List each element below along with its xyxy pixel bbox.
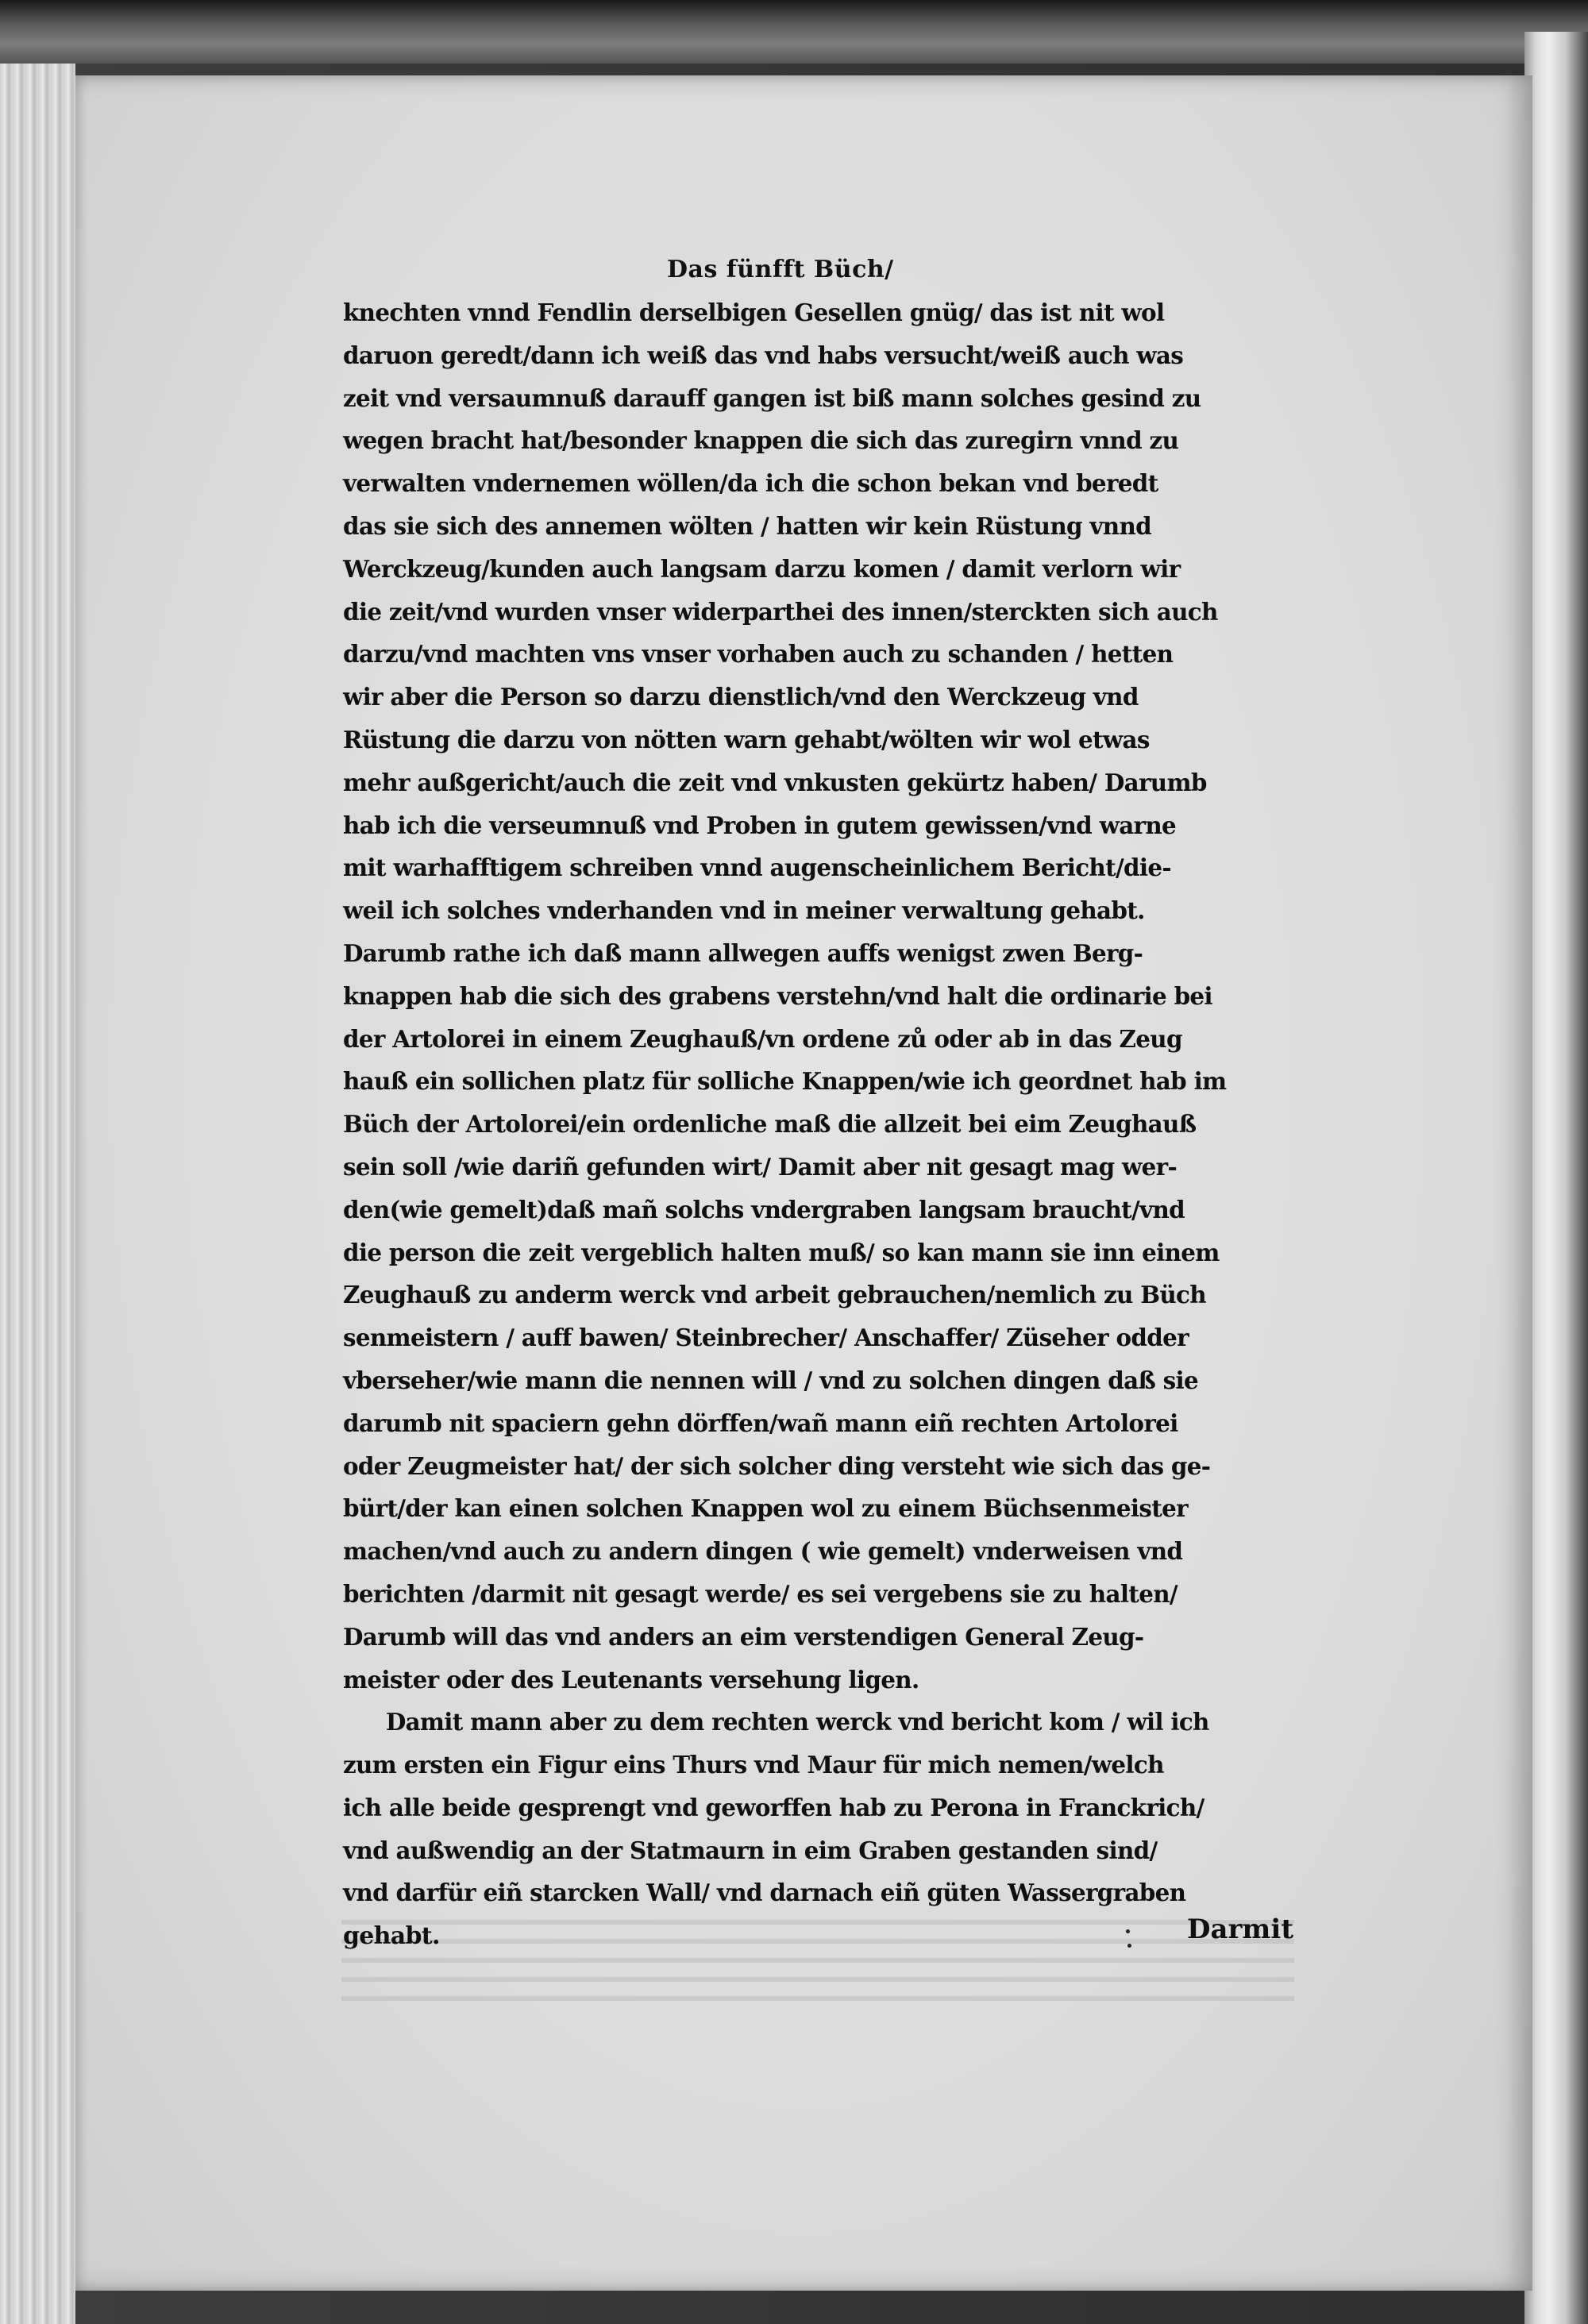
text-line: meister oder des Leutenants versehung ligen. [343, 1666, 919, 1694]
text-line: senmeistern / auff bawen/ Steinbrecher/ Anschaffer/ Züseher odder [343, 1324, 1189, 1353]
text-line: die zeit/vnd wurden vnser widerparthei des innen/sterckten sich auch [343, 598, 1218, 626]
running-head: Das fünfft Büch/ [667, 256, 894, 283]
text-line: verwalten vndernemen wöllen/da ich die schon bekan vnd beredt [343, 470, 1158, 499]
page-stack-left [0, 64, 75, 2324]
text-line: Büch der Artolorei/ein ordenliche maß die allzeit bei eim Zeughauß [343, 1111, 1197, 1139]
text-line: vnd außwendig an der Statmaurn in eim Graben gestanden sind/ [343, 1836, 1158, 1865]
text-line: zeit vnd versaumnuß darauff gangen ist biß mann solches gesind zu [343, 384, 1201, 413]
text-line: sein soll /wie dariñ gefunden wirt/ Damit aber nit gesagt mag wer- [343, 1153, 1177, 1181]
body-text [343, 292, 1312, 1958]
text-line: zum ersten ein Figur eins Thurs vnd Maur für mich nemen/welch [343, 1752, 1164, 1780]
text-line: Rüstung die darzu von nötten warn gehabt/wölten wir wol etwas [343, 726, 1150, 754]
text-line: bürt/der kan einen solchen Knappen wol zu einem Büchsenmeister [343, 1495, 1188, 1524]
text-line: den(wie gemelt)daß mañ solchs vndergraben langsam braucht/vnd [343, 1196, 1185, 1224]
text-line: Darumb will das vnd anders an eim verstendigen General Zeug- [343, 1623, 1144, 1651]
text-line: Darumb rathe ich daß mann allwegen auffs wenigst zwen Berg- [343, 939, 1143, 968]
catchword: Darmit [1187, 1914, 1294, 1945]
text-line: ich alle beide gesprengt vnd geworffen hab zu Perona in Franckrich/ [343, 1794, 1204, 1822]
show-through-text [341, 1906, 1294, 2001]
text-line: knappen hab die sich des grabens verstehn/vnd halt die ordinarie bei [343, 982, 1212, 1011]
text-line: die person die zeit vergeblich halten muß/ so kan mann sie inn einem [343, 1239, 1220, 1267]
page-stack-right [1524, 32, 1588, 2324]
text-line: weil ich solches vnderhanden vnd in meiner verwaltung gehabt. [343, 897, 1145, 926]
text-line: oder Zeugmeister hat/ der sich solcher ding versteht wie sich das ge- [343, 1452, 1211, 1481]
text-line: mit warhafftigem schreiben vnnd augenscheinlichem Bericht/die- [343, 854, 1171, 883]
text-line: das sie sich des annemen wölten / hatten wir kein Rüstung vnnd [343, 512, 1152, 541]
text-line: Zeughauß zu anderm werck vnd arbeit gebrauchen/nemlich zu Büch [343, 1281, 1206, 1310]
text-line: gehabt. [343, 1922, 440, 1951]
text-line: Damit mann aber zu dem rechten werck vnd bericht kom / wil ich [385, 1709, 1209, 1737]
text-line: Werckzeug/kunden auch langsam darzu komen / damit verlorn wir [343, 555, 1181, 584]
book-top-edge [0, 0, 1588, 64]
text-line: hauß ein sollichen platz für solliche Knappen/wie ich geordnet hab im [343, 1068, 1227, 1096]
ink-speck [1127, 1944, 1131, 1948]
text-line: wegen bracht hat/besonder knappen die sich das zuregirn vnnd zu [343, 427, 1179, 456]
ink-speck [1126, 1929, 1130, 1933]
text-line: wir aber die Person so darzu dienstlich/vnd den Werckzeug vnd [343, 684, 1139, 712]
text-line: machen/vnd auch zu andern dingen ( wie gemelt) vnderweisen vnd [343, 1538, 1183, 1567]
text-line: berichten /darmit nit gesagt werde/ es sei vergebens sie zu halten/ [343, 1580, 1178, 1609]
text-line: hab ich die verseumnuß vnd Proben in gutem gewissen/vnd warne [343, 811, 1177, 840]
text-line: vberseher/wie mann die nennen will / vnd zu solchen dingen daß sie [343, 1366, 1199, 1395]
text-line: vnd darfür eiñ starcken Wall/ vnd darnach eiñ güten Wassergraben [343, 1879, 1186, 1908]
text-line: mehr außgericht/auch die zeit vnd vnkusten gekürtz haben/ Darumb [343, 769, 1207, 797]
text-line: darzu/vnd machten vns vnser vorhaben auch zu schanden / hetten [343, 641, 1174, 669]
text-line: knechten vnnd Fendlin derselbigen Gesellen gnüg/ das ist nit wol [343, 299, 1165, 327]
text-line: der Artolorei in einem Zeughauß/vn ordene zů oder ab in das Zeug [343, 1025, 1182, 1054]
text-line: darumb nit spaciern gehn dörffen/wañ mann eiñ rechten Artolorei [343, 1409, 1178, 1438]
text-line: daruon geredt/dann ich weiß das vnd habs versucht/weiß auch was [343, 341, 1184, 370]
